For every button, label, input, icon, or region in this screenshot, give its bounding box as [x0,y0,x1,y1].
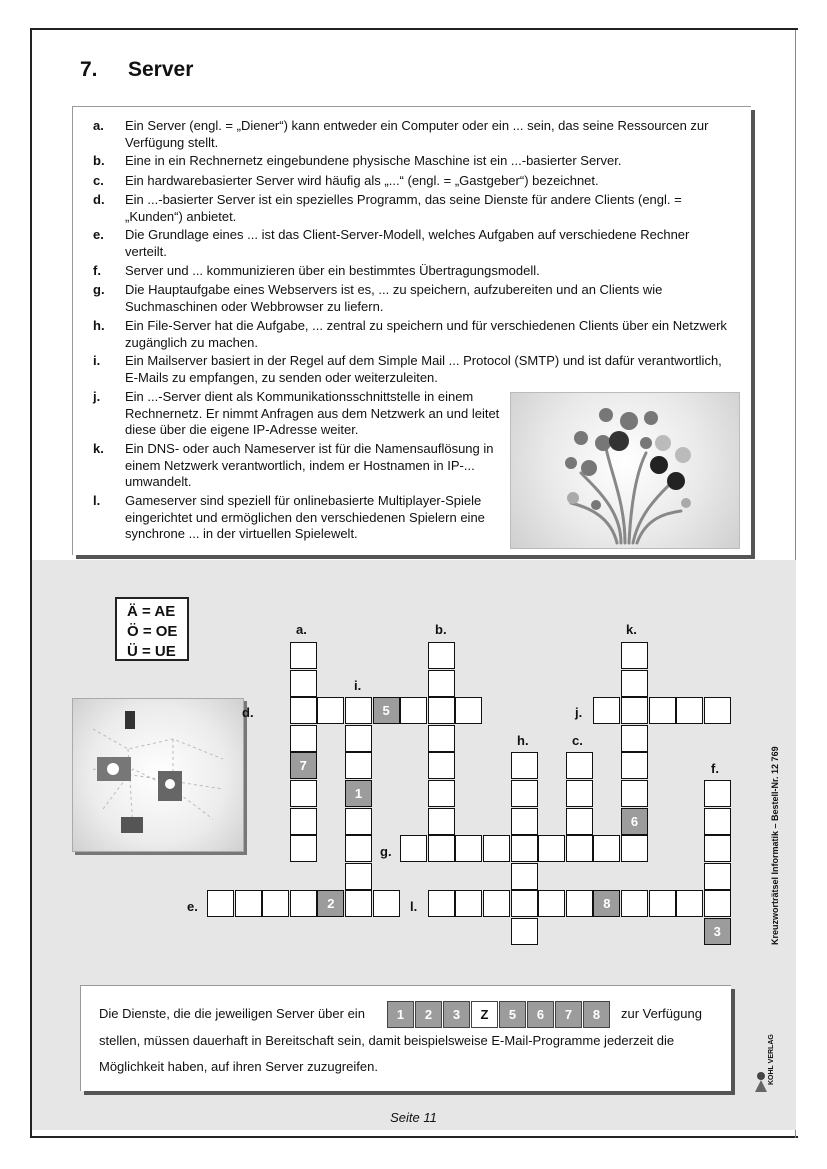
crossword-cell[interactable] [621,780,648,807]
crossword-number-cell[interactable]: 8 [593,890,620,917]
solution-text-after: zur Verfügung [621,1006,702,1021]
clue-j: j. Ein ...-Server dient als Kommunikationsschnittstelle in einem Rechnernetz. Er nimmt Anfragen aus dem Netzwerk an und leitet diese über die eigene IP-Adresse weiter. [93,389,500,437]
side-text: Kreuzworträtsel Informatik – Bestell-Nr. 12 769 [770,746,780,945]
crossword-cell[interactable] [566,808,593,835]
label-k: k. [626,622,637,637]
crossword-cell[interactable] [428,725,455,752]
crossword-cell[interactable] [621,642,648,669]
crossword-cell[interactable] [511,918,538,945]
clue-k: k. Ein DNS- oder auch Nameserver ist für die Namensauflösung in einem Netzwerk verantwortlich, indem er Hostnamen in IP-... umwandelt. [93,441,494,489]
crossword-cell[interactable] [262,890,289,917]
crossword-cell[interactable] [676,890,703,917]
crossword-cell[interactable] [566,780,593,807]
umlaut-legend: Ä = AE Ö = OE Ü = UE [115,597,189,661]
crossword-cell[interactable] [538,890,565,917]
label-d: d. [242,705,254,720]
crossword-cell[interactable] [566,835,593,862]
label-e: e. [187,899,198,914]
crossword-cell[interactable] [621,697,648,724]
crossword-cell[interactable] [621,890,648,917]
crossword-cell[interactable] [428,890,455,917]
crossword-cell[interactable] [483,890,510,917]
solution-cell[interactable]: 1 [387,1001,414,1028]
crossword-cell[interactable] [290,890,317,917]
crossword-cell[interactable] [455,835,482,862]
page-number: Seite 11 [390,1110,437,1125]
crossword-cell[interactable] [593,835,620,862]
crossword-cell[interactable] [317,697,344,724]
tech-tree-illustration [510,392,740,549]
crossword-cell[interactable] [345,697,372,724]
crossword-number-cell[interactable]: 2 [317,890,344,917]
crossword-cell[interactable] [290,780,317,807]
crossword-cell[interactable] [428,642,455,669]
clue-e: e. Die Grundlage eines ... ist das Client-Server-Modell, welches Aufgaben auf verschiedene Rechner verteilt. [93,227,690,259]
crossword-cell[interactable] [566,752,593,779]
crossword-cell[interactable] [345,752,372,779]
crossword-cell[interactable] [704,835,731,862]
label-i: i. [354,678,362,693]
clue-c: c. Ein hardwarebasierter Server wird häufig als „...“ (engl. = „Gastgeber“) bezeichnet. [93,173,599,188]
crossword-cell[interactable] [566,890,593,917]
crossword-cell[interactable] [704,808,731,835]
section-title: Server [128,58,194,81]
crossword-cell[interactable] [290,808,317,835]
clue-h: h. Ein File-Server hat die Aufgabe, ... zentral zu speichern und für verschiedenen Clients über ein Netzwerk zugänglich zu machen. [93,318,727,350]
label-b: b. [435,622,447,637]
crossword-cell[interactable] [511,780,538,807]
crossword-cell[interactable] [428,780,455,807]
solution-text-before: Die Dienste, die die jeweiligen Server über ein [99,1006,365,1021]
crossword-cell[interactable] [428,752,455,779]
network-illustration [72,698,244,852]
crossword-cell[interactable] [290,835,317,862]
crossword-cell[interactable] [511,890,538,917]
crossword-cell[interactable] [704,863,731,890]
crossword-cell[interactable] [704,890,731,917]
crossword-cell[interactable] [345,808,372,835]
crossword-cell[interactable] [345,890,372,917]
crossword-cell[interactable] [511,752,538,779]
crossword-cell[interactable] [290,697,317,724]
solution-cell[interactable]: 6 [527,1001,554,1028]
label-a: a. [296,622,307,637]
label-c: c. [572,733,583,748]
crossword-cell[interactable] [593,697,620,724]
crossword-cell[interactable] [538,835,565,862]
crossword-number-cell[interactable]: 7 [290,752,317,779]
crossword-cell[interactable] [207,890,234,917]
solution-cell[interactable]: Z [471,1001,498,1028]
crossword-cell[interactable] [621,725,648,752]
solution-text-line2: stellen, müssen dauerhaft in Bereitschaft sein, damit beispielsweise E-Mail-Programme jederzeit die [99,1033,675,1048]
crossword-cell[interactable] [511,863,538,890]
crossword-cell[interactable] [621,670,648,697]
crossword-cell[interactable] [400,697,427,724]
clue-b: b. Eine in ein Rechnernetz eingebundene physische Maschine ist ein ...-basierter Server. [93,153,622,168]
solution-cell[interactable]: 3 [443,1001,470,1028]
clue-d: d. Ein ...-basierter Server ist ein spezielles Programm, das seine Dienste für andere Clients (engl. = „Kunden“) anbietet. [93,192,682,224]
crossword-cell[interactable] [511,835,538,862]
label-j: j. [575,705,583,720]
crossword-number-cell[interactable]: 5 [373,697,400,724]
crossword-cell[interactable] [621,752,648,779]
crossword-cell[interactable] [428,670,455,697]
crossword-number-cell[interactable]: 1 [345,780,372,807]
solution-cell[interactable]: 5 [499,1001,526,1028]
solution-cell[interactable]: 8 [583,1001,610,1028]
crossword-cell[interactable] [373,890,400,917]
crossword-cell[interactable] [345,835,372,862]
clue-i: i. Ein Mailserver basiert in der Regel auf dem Simple Mail ... Protocol (SMTP) und ist dafür verantwortlich, E-Mails zu empfangen, zu senden oder weiterzuleiten. [93,353,722,385]
crossword-cell[interactable] [428,697,455,724]
solution-cell[interactable]: 7 [555,1001,582,1028]
crossword-cell[interactable] [345,863,372,890]
crossword-cell[interactable] [511,808,538,835]
crossword-cell[interactable] [455,697,482,724]
clue-g: g. Die Hauptaufgabe eines Webservers ist es, ... zu speichern, aufzubereiten und an Clients wie Suchmaschinen oder Webbrowser zu liefern. [93,282,663,314]
solution-cell[interactable]: 2 [415,1001,442,1028]
crossword-cell[interactable] [235,890,262,917]
crossword-number-cell[interactable]: 3 [704,918,731,945]
crossword-cell[interactable] [290,670,317,697]
crossword-cell[interactable] [621,835,648,862]
frame-border [30,1136,798,1138]
crossword-cell[interactable] [455,890,482,917]
crossword-cell[interactable] [649,697,676,724]
crossword-cell[interactable] [290,642,317,669]
tech-tree-icon [511,393,739,548]
solution-box [80,985,731,1091]
publisher-name: KOHL VERLAG [768,1034,775,1085]
label-h: h. [517,733,529,748]
crossword-cell[interactable] [290,725,317,752]
label-f: f. [711,761,719,776]
label-g: g. [380,844,392,859]
clue-f: f. Server und ... kommunizieren über ein bestimmtes Übertragungsmodell. [93,263,540,278]
crossword-cell[interactable] [428,808,455,835]
crossword-cell[interactable] [345,725,372,752]
clue-l: l. Gameserver sind speziell für onlinebasierte Multiplayer-Spiele eingerichtet und ermöglichen den verschiedenen Spielern eine synchrone ... in der virtuellen Spielewelt. [93,493,485,541]
label-l: l. [410,899,418,914]
clue-a: a. Ein Server (engl. = „Diener“) kann entweder ein Computer oder ein ... sein, das seine Ressourcen zur Verfügung stellt. [93,118,709,150]
network-icon [73,699,243,851]
crossword-cell[interactable] [676,697,703,724]
section-number: 7. [80,58,98,81]
crossword-cell[interactable] [649,890,676,917]
crossword-number-cell[interactable]: 6 [621,808,648,835]
crossword-cell[interactable] [428,835,455,862]
page-title [80,58,193,82]
crossword-cell[interactable] [400,835,427,862]
crossword-cell[interactable] [704,697,731,724]
crossword-cell[interactable] [483,835,510,862]
crossword-cell[interactable] [704,780,731,807]
solution-text-line3: Möglichkeit haben, auf ihren Server zuzugreifen. [99,1059,378,1074]
